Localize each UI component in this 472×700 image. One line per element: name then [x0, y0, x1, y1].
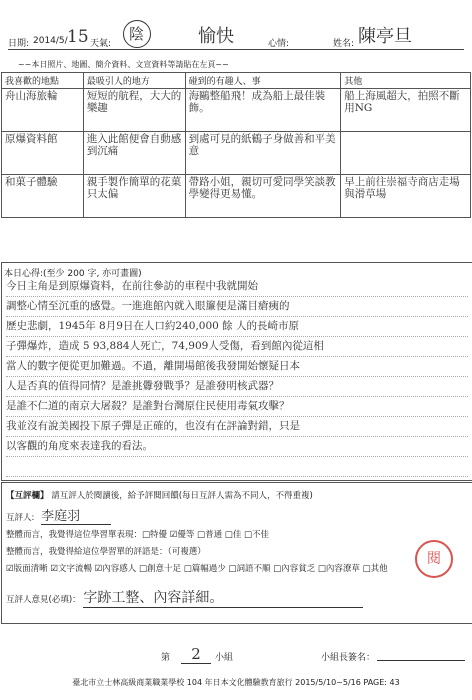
teacher-stamp: 閱	[415, 540, 453, 578]
photo-instruction: ~~本日照片、地圖、簡介資料、文宣資料等請貼在左頁~~	[18, 60, 229, 69]
mood-value: 愉快	[198, 26, 234, 47]
table-row	[2, 132, 471, 175]
weather-label: 天氣:	[90, 39, 112, 49]
table-cell: 舟山海旅輪	[5, 90, 58, 102]
comment-row	[6, 587, 363, 608]
comment-options: ☑版面清晰 ☑文字流暢 ☑內容感人 □創意十足 □篇幅過少 □詞語不順 □內容貧乏 □內容潦草 □其他	[6, 564, 388, 574]
table-header-row	[2, 73, 471, 89]
date-label: 日期:	[8, 39, 30, 49]
group-suffix: 小組	[215, 653, 234, 663]
highlights-table	[1, 72, 471, 218]
col-header-other: 其他	[341, 73, 471, 89]
review-header: 【互評欄】	[6, 491, 49, 501]
comment-label: 互評人意見(必填)：	[6, 595, 81, 605]
table-cell: 海鷗整船飛！成為船上最佳裝飾。	[188, 90, 326, 114]
essay-lines	[6, 277, 468, 477]
table-cell: 船上海風超大，拍照不斷用NG	[344, 90, 460, 114]
reviewer-row	[6, 505, 111, 525]
comment-value: 字跡工整、內容詳細。	[83, 587, 363, 608]
table-row	[2, 89, 471, 132]
peer-review-box	[1, 482, 472, 624]
table-cell: 和菓子體驗	[5, 176, 58, 188]
name-value: 陳亭旦	[358, 26, 412, 47]
leader-signature-label: 小組長簽名：	[321, 653, 376, 663]
col-header-attraction: 最吸引人的地方	[83, 73, 185, 89]
table-cell: 帶路小姐，親切可愛同學笑談教學變得更易懂。	[188, 176, 336, 200]
essay-line: 我並沒有說美國投下原子彈是正確的，也沒有在評論對錯，只是	[6, 417, 468, 437]
table-cell: 早上前往崇福寺商店走場與滑草場	[344, 176, 460, 200]
table-cell: 短短的航程，大大的樂趣	[86, 90, 182, 114]
essay-line: 調整心情至沉重的感覺。一進進館內就入眼簾便是滿目瘡痍的	[6, 297, 468, 317]
essay-line: 今日主角是到原爆資料，在前往參訪的車程中我就開始	[6, 277, 468, 297]
col-header-place: 我喜歡的地點	[2, 73, 84, 89]
essay-line: 子彈爆炸，造成 5 93,884人死亡，74,909人受傷，看到館內從這相	[6, 337, 468, 357]
essay-line-empty	[6, 457, 468, 477]
header-row	[8, 22, 464, 50]
date-day: 15	[67, 27, 89, 47]
review-header-row	[6, 489, 313, 501]
essay-line: 以客觀的角度來表達我的看法。	[6, 437, 468, 457]
school-footer: 臺北市立士林高級商業職業學校 104 年日本文化體驗教育旅行 2015/5/10~5/16 PAGE: 43	[72, 678, 400, 687]
group-prefix: 第	[161, 653, 171, 663]
date-value: 2014/5/	[33, 36, 68, 46]
group-number: 2	[181, 645, 211, 664]
comment-question: 整體而言，我覺得給這位學習單的評語是：（可複選）	[6, 547, 206, 557]
essay-line: 人是否真的值得同情？是誰挑釁發戰爭？是誰發明核武器？	[6, 377, 468, 397]
reviewer-label: 互評人:	[6, 513, 35, 523]
table-row	[2, 175, 471, 218]
table-cell: 到處可見的紙鶴子身做善和平美意	[188, 133, 336, 157]
name-label: 姓名:	[333, 39, 355, 49]
leader-signature-line	[377, 660, 465, 661]
weather-value: 陰	[129, 25, 145, 43]
table-cell: 親手製作簡單的花菓只太偏	[86, 176, 182, 200]
col-header-people: 碰到的有趣人、事	[185, 73, 341, 89]
table-cell: 進入此館便會自動感到沉痛	[86, 133, 182, 157]
rating-question: 整體而言，我覺得這位學習單表現：□特優 ☑優等 □普通 □佳 □不佳	[6, 530, 270, 540]
table-cell: 原爆資料館	[5, 133, 58, 145]
essay-line: 是誰不仁道的南京大屠殺？是誰對台灣原住民使用毒氣攻擊？	[6, 397, 468, 417]
essay-line: 歷史悲劇，1945年 8月9日在人口約240,000 餘 人的長崎市原	[6, 317, 468, 337]
review-instruction: 請互評人於閱讀後，給予評閱回饋(每日互評人需為不同人，不得重複)	[51, 491, 313, 501]
header-underline	[8, 49, 464, 50]
mood-label: 心情:	[268, 39, 290, 49]
essay-line: 當人的數字便從更加難過。不過，離開場館後我發開始懷疑日本	[6, 357, 468, 377]
essay-title: 本日心得:(至少 200 字, 亦可畫圖)	[4, 269, 142, 279]
essay-box	[1, 262, 472, 481]
reviewer-name: 李庭羽	[41, 505, 111, 525]
